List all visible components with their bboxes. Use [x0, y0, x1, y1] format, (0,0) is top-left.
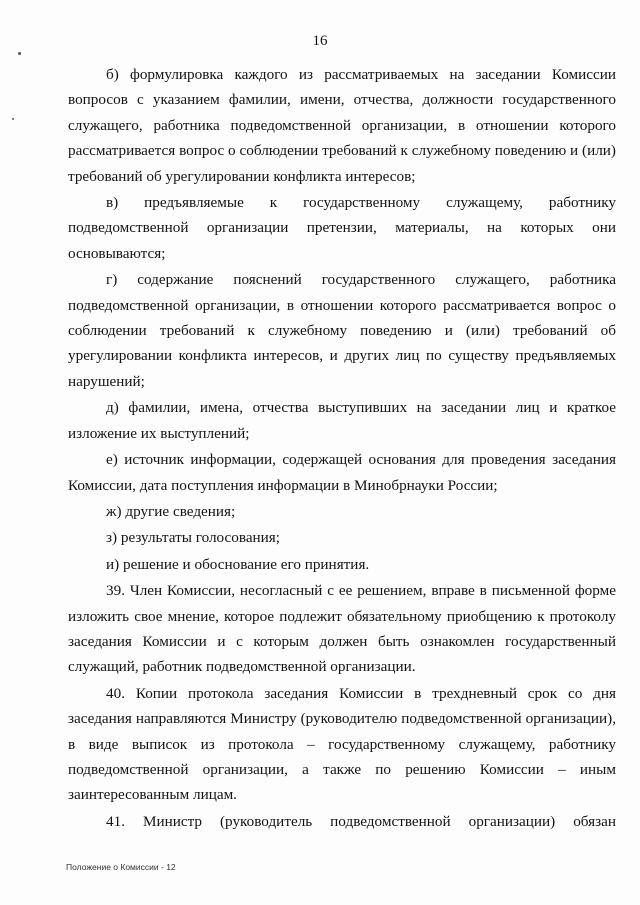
- paragraph-v: в) предъявляемые к государственному служащему, работнику подведомственной организации претензии, материалы, на которых они основываются;: [68, 194, 616, 262]
- paragraph-g: г) содержание пояснений государственного служащего, работника подведомственной организации, в отношении которого рассматривается вопрос о соблюдении требований к служебному поведению и (или) требований об урегулировании конфликта интересов, и других лиц по существу предъявляемых нарушений;: [68, 271, 616, 390]
- scan-speck: [12, 118, 14, 120]
- paragraph-zh: ж) другие сведения;: [106, 502, 236, 520]
- paragraph-i: и) решение и обоснование его принятия.: [106, 555, 370, 573]
- paragraph-z: з) результаты голосования;: [106, 529, 281, 547]
- paragraph-41: 41. Министр (руководитель подведомственной организации) обязан: [106, 812, 616, 830]
- paragraph-40: 40. Копии протокола заседания Комиссии в трехдневный срок со дня заседания направляются Министру (руководителю подведомственной организации), в виде выписок из протокола – государственному служащему, работнику подведомственной организации, а также по решению Комиссии – иным заинтересованным лицам.: [68, 684, 616, 804]
- paragraph-39: 39. Член Комиссии, несогласный с ее решением, вправе в письменной форме изложить свое мнение, которое подлежит обязательному приобщению к протоколу заседания Комиссии и с которым должен быть ознакомлен государственный служащий, работник подведомственной организации.: [68, 582, 616, 676]
- document-body: [68, 62, 616, 835]
- paragraph-b: б) формулировка каждого из рассматриваемых на заседании Комиссии вопросов с указанием фамилии, имени, отчества, должности государственного служащего, работника подведомственной организации, в отношении которого рассматривается вопрос о соблюдении требований к служебному поведению и (или) требований об урегулировании конфликта интересов;: [68, 66, 616, 185]
- paragraph-d: д) фамилии, имена, отчества выступивших на заседании лиц и краткое изложение их выступлений;: [68, 399, 616, 442]
- page-number: 16: [312, 33, 328, 49]
- paragraph-e: е) источник информации, содержащей основания для проведения заседания Комиссии, дата поступления информации в Минобрнауки России;: [68, 451, 616, 494]
- scan-speck: [18, 52, 21, 55]
- footer-document-name: Положение о Комиссии - 12: [66, 862, 176, 872]
